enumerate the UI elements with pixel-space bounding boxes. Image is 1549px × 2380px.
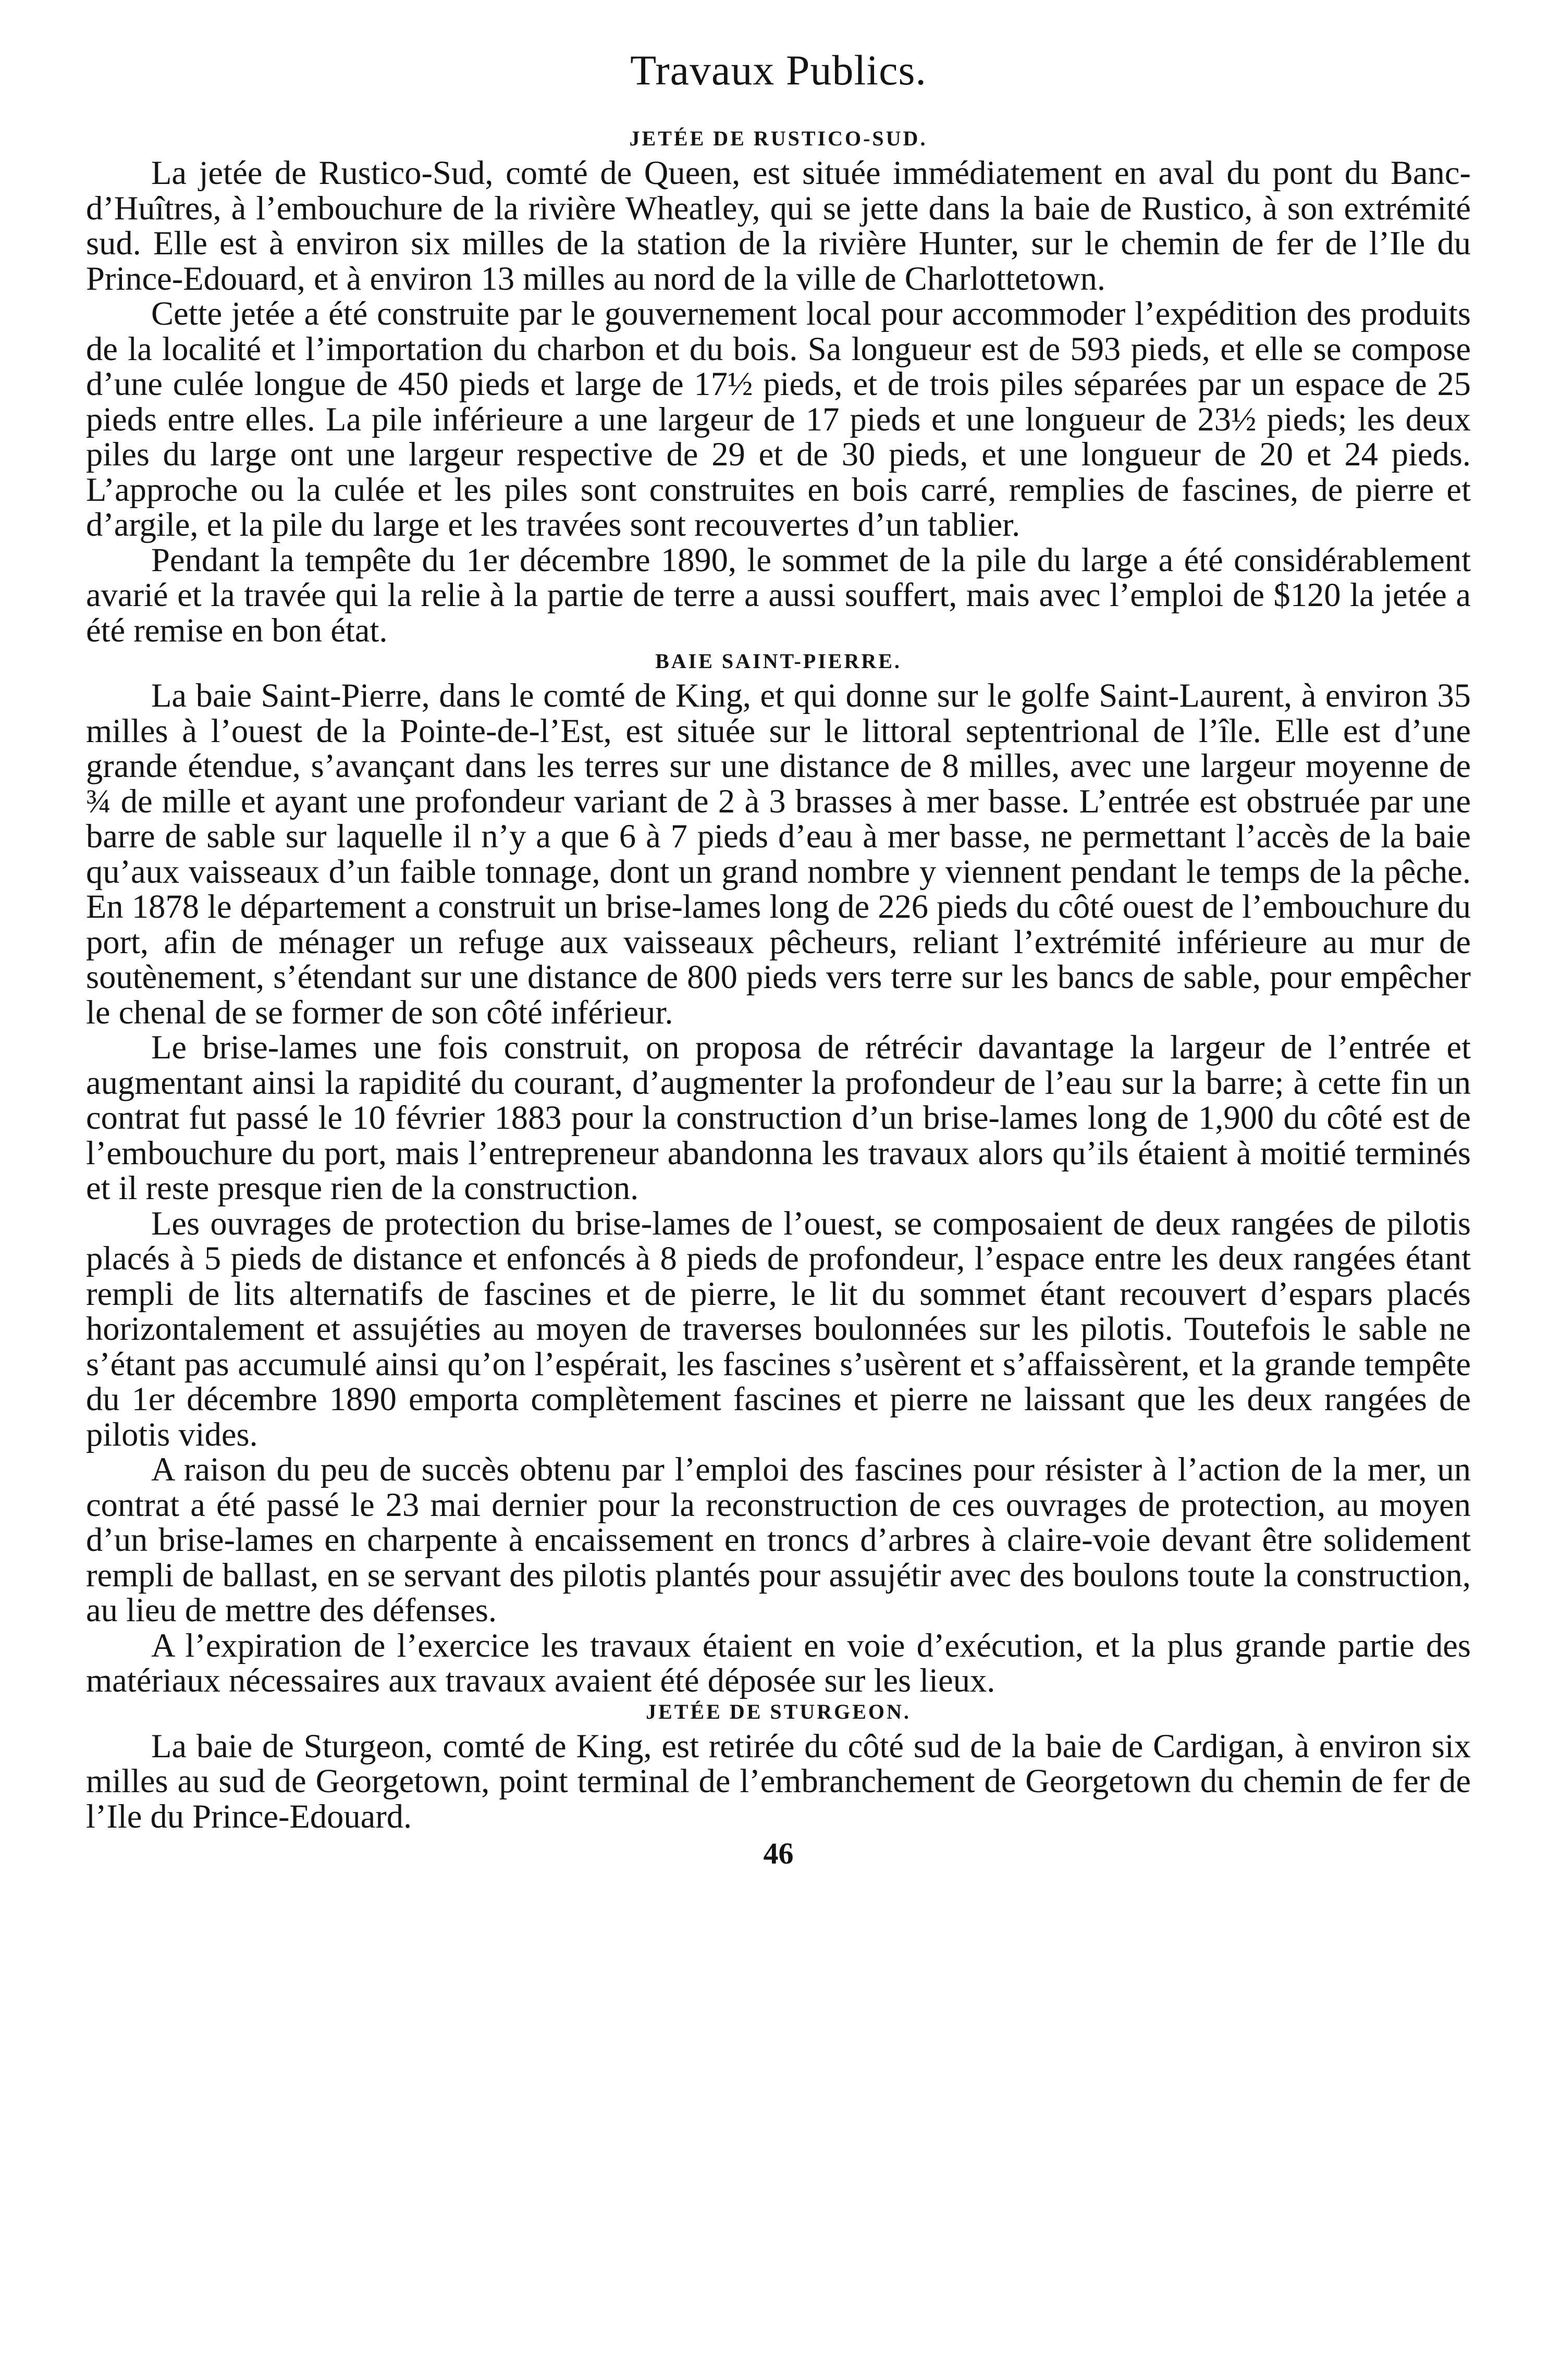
section-title: JETÉE DE RUSTICO-SUD. bbox=[629, 127, 928, 151]
paragraph: La baie Saint-Pierre, dans le comté de King, et qui donne sur le golfe Saint-Laurent, à environ 35 milles à l’ouest de la Pointe-de-l’Est, est située sur le littoral septentrional de l’île. Elle est d’une grande étendue, s’avançant dans les terres sur une distance de 8 milles, avec une largeur moyenne de ¾ de mille et ayant une profondeur variant de 2 à 3 brasses à mer basse. L’entrée est obstruée par une barre de sable sur laquelle il n’y a que 6 à 7 pieds d’eau à mer basse, ne permettant l’accès de la baie qu’aux vaisseaux d’un faible tonnage, dont un grand nombre y viennent pendant le temps de la pêche. En 1878 le département a construit un brise-lames long de 226 pieds du côté ouest de l’embouchure du port, afin de ménager un refuge aux vaisseaux pêcheurs, reliant l’extrémité inférieure au mur de soutènement, s’étendant sur une distance de 800 pieds vers terre sur les bancs de sable, pour empêcher le chenal de se former de son côté inférieur. bbox=[86, 677, 1471, 1031]
section-sturgeon bbox=[86, 1698, 1471, 1834]
section-title: BAIE SAINT-PIERRE. bbox=[655, 649, 902, 673]
section-saint-pierre bbox=[86, 648, 1471, 1698]
paragraph: Les ouvrages de protection du brise-lames de l’ouest, se composaient de deux rangées de pilotis placés à 5 pieds de distance et enfoncés à 8 pieds de profondeur, l’espace entre les deux rangées étant rempli de lits alternatifs de fascines et de pierre, le lit du sommet étant recouvert d’espars placés horizontalement et assujéties au moyen de traverses boulonnées sur les pilotis. Toutefois le sable ne s’étant pas accumulé ainsi qu’on l’espérait, les fascines s’usèrent et s’affaissèrent, et la grande tempête du 1er décembre 1890 emporta complètement fascines et pierre ne laissant que les deux rangées de pilotis vides. bbox=[86, 1204, 1471, 1453]
paragraph: Le brise-lames une fois construit, on proposa de rétrécir davantage la largeur de l’entrée et augmentant ainsi la rapidité du courant, d’augmenter la profondeur de l’eau sur la barre; à cette fin un contrat fut passé le 10 février 1883 pour la construction d’un brise-lames long de 1,900 du côté est de l’embouchure du port, mais l’entrepreneur abandonna les travaux alors qu’ils étaient à moitié terminés et il reste presque rien de la construction. bbox=[86, 1029, 1471, 1207]
running-header: Travaux Publics. bbox=[630, 46, 927, 94]
paragraph: A raison du peu de succès obtenu par l’emploi des fascines pour résister à l’action de la mer, un contrat a été passé le 23 mai dernier pour la reconstruction de ces ouvrages de protection, au moyen d’un brise-lames en charpente à encaissement en troncs d’arbres à claire-voie devant être solidement rempli de ballast, en se servant des pilotis plantés pour assujétir avec des boulons toute la construction, au lieu de mettre des défenses. bbox=[86, 1451, 1471, 1629]
page-number: 46 bbox=[763, 1836, 794, 1871]
paragraph: La jetée de Rustico-Sud, comté de Queen, est située immédiatement en aval du pont du Banc-d’Huîtres, à l’embouchure de la rivière Wheatley, qui se jette dans la baie de Rustico, à son extrémité sud. Elle est à environ six milles de la station de la rivière Hunter, sur le chemin de fer de l’Ile du Prince-Edouard, et à environ 13 milles au nord de la ville de Charlottetown. bbox=[86, 154, 1471, 297]
section-title: JETÉE DE STURGEON. bbox=[646, 1699, 911, 1723]
paragraph: A l’expiration de l’exercice les travaux étaient en voie d’exécution, et la plus grande partie des matériaux nécessaires aux travaux avaient été déposée sur les lieux. bbox=[86, 1626, 1471, 1699]
paragraph: Pendant la tempête du 1er décembre 1890, le sommet de la pile du large a été considérablement avarié et la travée qui la relie à la partie de terre a aussi souffert, mais avec l’emploi de $120 la jetée a été remise en bon état. bbox=[86, 541, 1471, 649]
paragraph: La baie de Sturgeon, comté de King, est retirée du côté sud de la baie de Cardigan, à environ six milles au sud de Georgetown, point terminal de l’embranchement de Georgetown du chemin de fer de l’Ile du Prince-Edouard. bbox=[86, 1727, 1471, 1835]
paragraph: Cette jetée a été construite par le gouvernement local pour accommoder l’expédition des produits de la localité et l’importation du charbon et du bois. Sa longueur est de 593 pieds, et elle se compose d’une culée longue de 450 pieds et large de 17½ pieds, et de trois piles séparées par un espace de 25 pieds entre elles. La pile inférieure a une largeur de 17 pieds et une longueur de 23½ pieds; les deux piles du large ont une largeur respective de 29 et de 30 pieds, et une longueur de 20 et 24 pieds. L’approche ou la culée et les piles sont construites en bois carré, remplies de fascines, de pierre et d’argile, et la pile du large et les travées sont recouvertes d’un tablier. bbox=[86, 295, 1471, 544]
section-rustico bbox=[86, 125, 1471, 648]
